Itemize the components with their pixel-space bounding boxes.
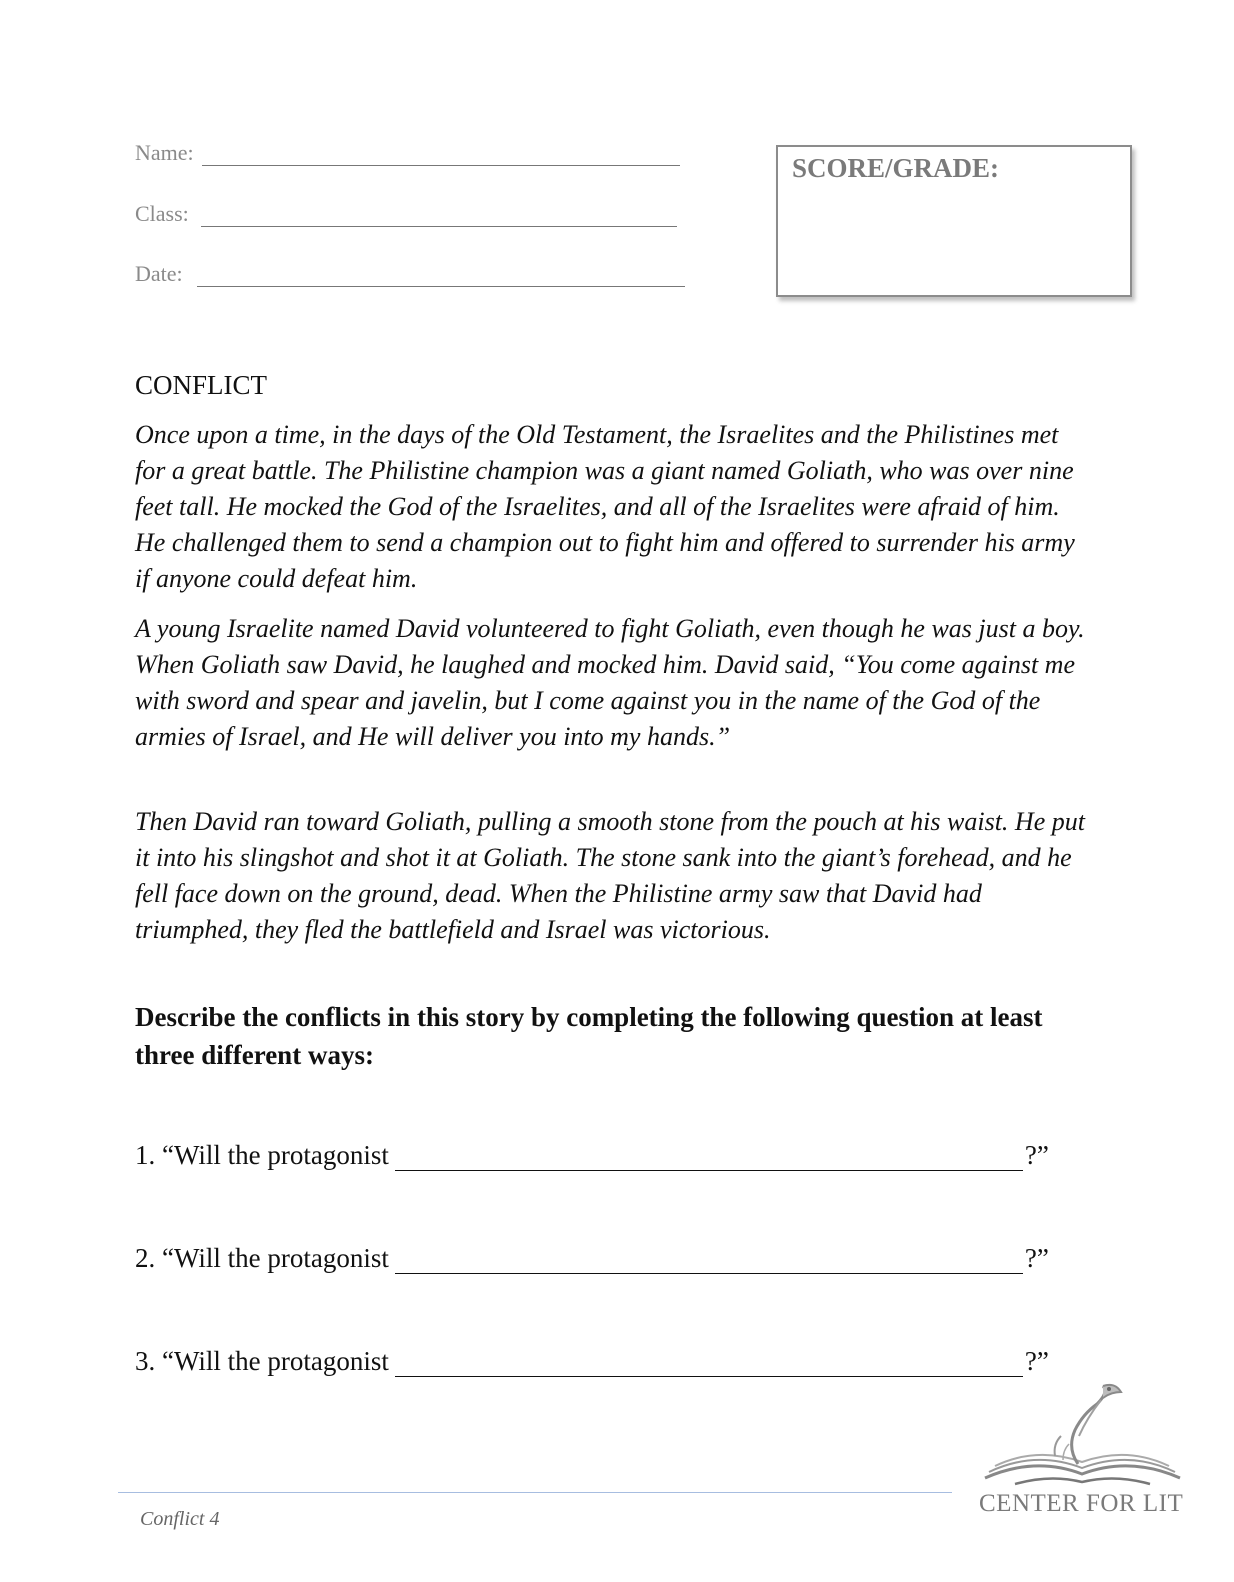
class-field <box>135 201 677 227</box>
name-field <box>135 140 680 166</box>
score-grade-box[interactable] <box>776 145 1132 297</box>
question-3-answer-line[interactable] <box>395 1352 1023 1377</box>
date-input-line[interactable] <box>197 264 685 287</box>
center-for-lit-logo <box>975 1378 1190 1528</box>
name-label: Name: <box>135 140 194 165</box>
footer-divider <box>118 1492 952 1493</box>
class-label: Class: <box>135 201 189 226</box>
footer-page-label: Conflict 4 <box>140 1508 220 1530</box>
class-input-line[interactable] <box>201 204 677 227</box>
question-1-answer-line[interactable] <box>395 1146 1023 1171</box>
section-title: CONFLICT <box>135 370 268 400</box>
question-1-prefix: 1. “Will the protagonist <box>135 1140 389 1170</box>
story-paragraph-1: Once upon a time, in the days of the Old Testament, the Israelites and the Philistines met for a great battle. The Philistine champion was a giant named Goliath, who was over nine feet tall. He mocked the God of the Israelites, and all of the Israelites were afraid of him. He challenged them to send a champion out to fight him and offered to surrender his army if anyone could defeat him. <box>135 420 1075 593</box>
question-3-prefix: 3. “Will the protagonist <box>135 1346 389 1376</box>
date-field <box>135 261 685 287</box>
story-paragraph-3: Then David ran toward Goliath, pulling a smooth stone from the pouch at his waist. He put it into his slingshot and shot it at Goliath. The stone sank into the giant’s forehead, and he fell face down on the ground, dead. When the Philistine army saw that David had triumphed, they fled the battlefield and Israel was victorious. <box>135 807 1085 944</box>
pelican-book-icon <box>975 1378 1190 1493</box>
question-2 <box>135 1243 1049 1274</box>
question-1 <box>135 1140 1049 1171</box>
question-2-answer-line[interactable] <box>395 1249 1023 1274</box>
question-3 <box>135 1346 1049 1377</box>
instructions: Describe the conflicts in this story by completing the following question at least three different ways: <box>135 1002 1043 1070</box>
date-label: Date: <box>135 261 183 286</box>
question-3-suffix: ?” <box>1024 1346 1049 1376</box>
question-2-prefix: 2. “Will the protagonist <box>135 1243 389 1273</box>
question-2-suffix: ?” <box>1024 1243 1049 1273</box>
logo-text: CENTER FOR LIT <box>979 1490 1184 1517</box>
score-grade-label: SCORE/GRADE: <box>792 153 1000 183</box>
question-1-suffix: ?” <box>1024 1140 1049 1170</box>
story-paragraph-2: A young Israelite named David volunteered to fight Goliath, even though he was just a boy. When Goliath saw David, he laughed and mocked him. David said, “You come against me with sword and spear and javelin, but I come against you in the name of the God of the armies of Israel, and He will deliver you into my hands.” <box>135 614 1085 751</box>
name-input-line[interactable] <box>202 143 680 166</box>
